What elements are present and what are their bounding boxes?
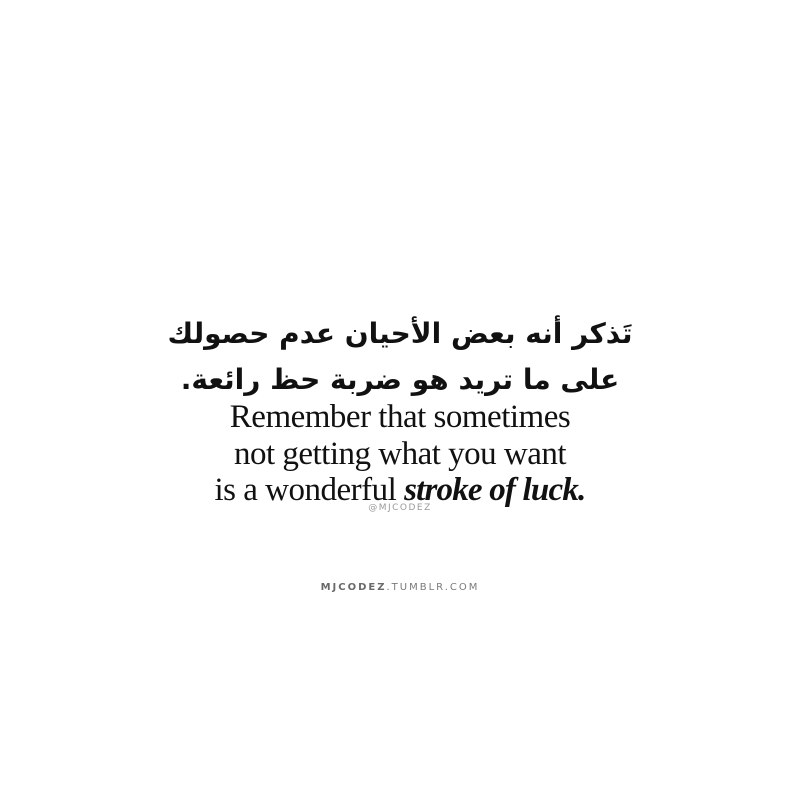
english-quote-line-2: not getting what you want [233,436,567,472]
english-quote-line-1: Remember that sometimes [229,399,571,435]
footer-site-domain: .TUMBLR.COM [386,582,480,593]
watermark-handle: @MJCODEZ [368,503,432,513]
footer-site-url [0,583,800,593]
english-quote-emphasis: stroke of luck. [404,472,586,508]
arabic-quote-line-2: على ما تريد هو ضربة حظ رائعة. [180,363,620,396]
arabic-quote-line-1: تَذكر أنه بعض الأحيان عدم حصولك [167,317,633,350]
footer-site-name: MJCODEZ [320,582,387,593]
english-quote-line-3-prefix: is a wonderful [214,472,397,508]
